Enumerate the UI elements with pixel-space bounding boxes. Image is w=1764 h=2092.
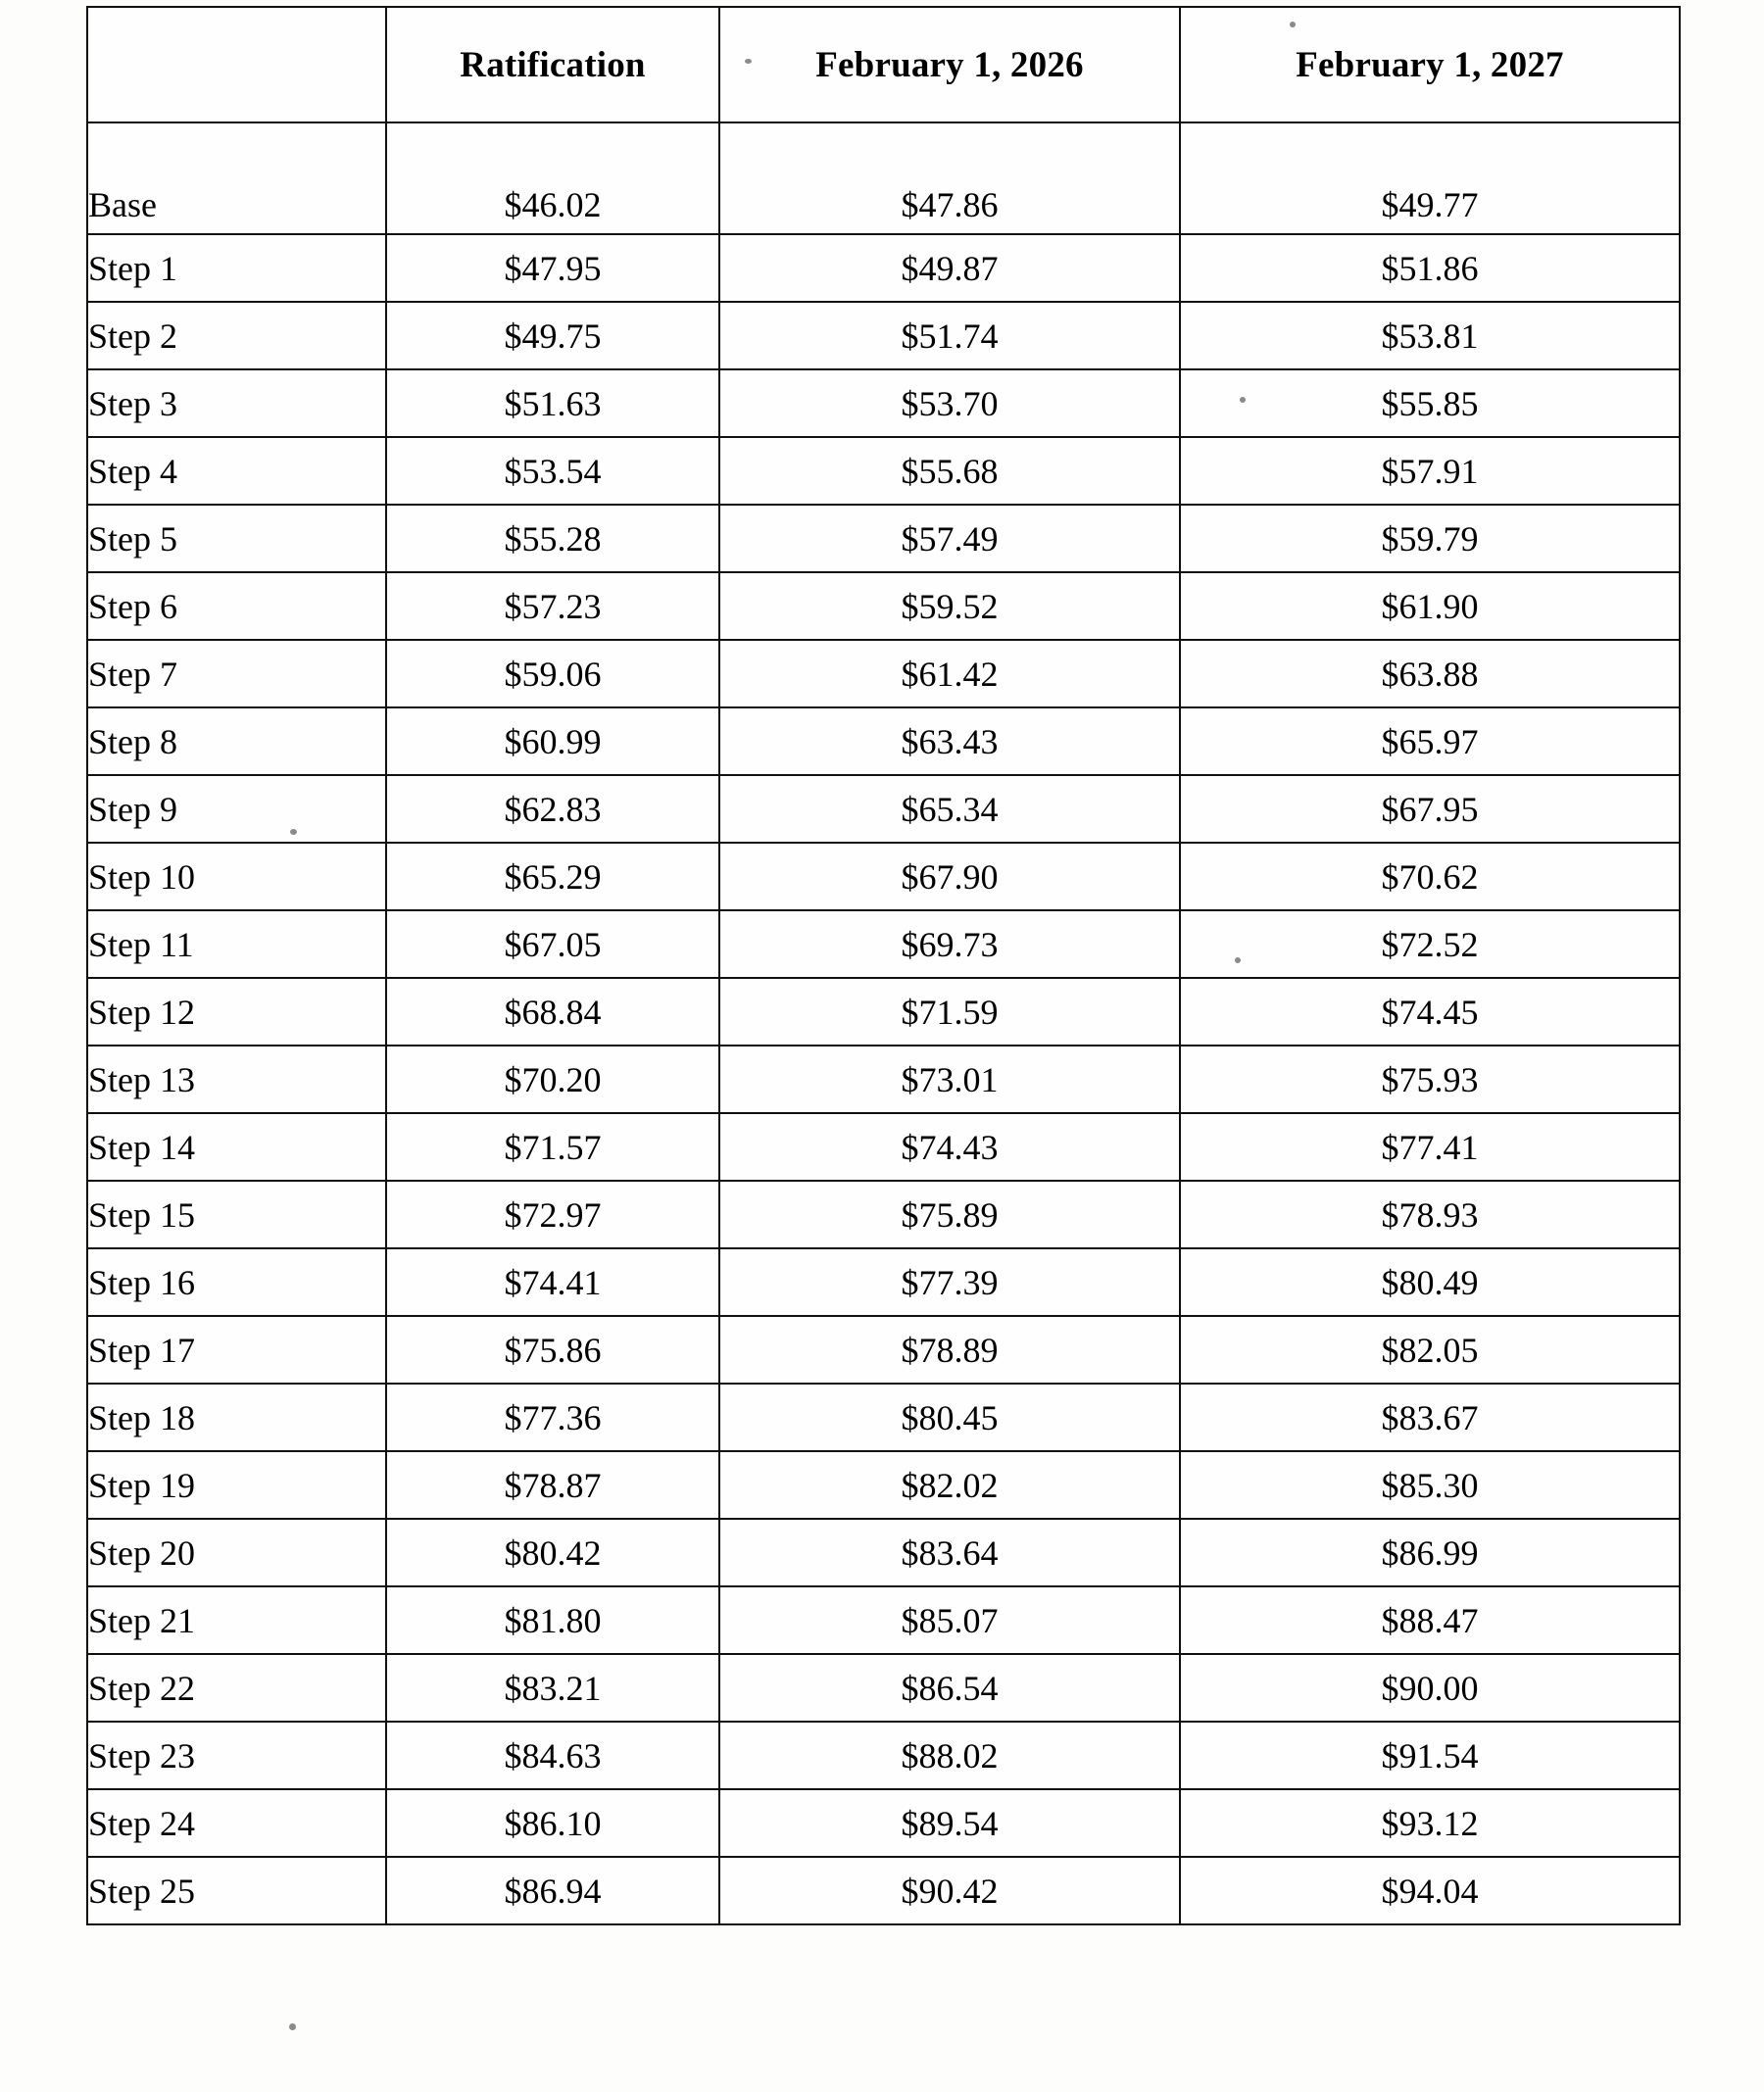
scan-speck xyxy=(289,2023,296,2030)
row-label: Step 23 xyxy=(87,1722,386,1789)
table-row xyxy=(87,302,1680,369)
row-label: Step 24 xyxy=(87,1789,386,1857)
column-header-blank xyxy=(87,7,386,122)
row-label: Step 14 xyxy=(87,1113,386,1181)
cell-feb-2026: $71.59 xyxy=(719,978,1180,1046)
cell-ratification: $68.84 xyxy=(386,978,719,1046)
cell-feb-2027: $72.52 xyxy=(1180,910,1680,978)
cell-feb-2027: $85.30 xyxy=(1180,1451,1680,1519)
row-label: Step 5 xyxy=(87,505,386,572)
table-row xyxy=(87,640,1680,707)
cell-feb-2026: $74.43 xyxy=(719,1113,1180,1181)
cell-feb-2027: $65.97 xyxy=(1180,707,1680,775)
cell-feb-2027: $55.85 xyxy=(1180,369,1680,437)
column-header-ratification: Ratification xyxy=(386,7,719,122)
table-row xyxy=(87,707,1680,775)
cell-feb-2026: $61.42 xyxy=(719,640,1180,707)
row-label: Step 12 xyxy=(87,978,386,1046)
cell-feb-2027: $57.91 xyxy=(1180,437,1680,505)
cell-ratification: $78.87 xyxy=(386,1451,719,1519)
table-body xyxy=(87,122,1680,1924)
cell-ratification: $83.21 xyxy=(386,1654,719,1722)
cell-feb-2027: $51.86 xyxy=(1180,234,1680,302)
row-label: Step 2 xyxy=(87,302,386,369)
table-row xyxy=(87,1384,1680,1451)
cell-feb-2026: $51.74 xyxy=(719,302,1180,369)
row-label: Step 17 xyxy=(87,1316,386,1384)
table-row xyxy=(87,1316,1680,1384)
cell-ratification: $49.75 xyxy=(386,302,719,369)
row-label: Step 4 xyxy=(87,437,386,505)
cell-feb-2026: $63.43 xyxy=(719,707,1180,775)
table-row xyxy=(87,1113,1680,1181)
cell-feb-2026: $75.89 xyxy=(719,1181,1180,1248)
row-label: Step 7 xyxy=(87,640,386,707)
table-header xyxy=(87,7,1680,122)
table-row xyxy=(87,1586,1680,1654)
row-label: Step 15 xyxy=(87,1181,386,1248)
row-label: Step 11 xyxy=(87,910,386,978)
cell-ratification: $77.36 xyxy=(386,1384,719,1451)
cell-ratification: $60.99 xyxy=(386,707,719,775)
row-label: Step 19 xyxy=(87,1451,386,1519)
wage-rate-table xyxy=(86,6,1681,1925)
cell-feb-2026: $89.54 xyxy=(719,1789,1180,1857)
cell-ratification: $70.20 xyxy=(386,1046,719,1113)
row-label: Step 22 xyxy=(87,1654,386,1722)
cell-feb-2027: $67.95 xyxy=(1180,775,1680,843)
cell-feb-2026: $65.34 xyxy=(719,775,1180,843)
row-label: Step 9 xyxy=(87,775,386,843)
row-label: Step 25 xyxy=(87,1857,386,1924)
table-row xyxy=(87,1519,1680,1586)
table-row xyxy=(87,234,1680,302)
row-label: Base xyxy=(87,122,386,234)
cell-feb-2027: $83.67 xyxy=(1180,1384,1680,1451)
table-row xyxy=(87,572,1680,640)
cell-feb-2027: $80.49 xyxy=(1180,1248,1680,1316)
cell-feb-2026: $73.01 xyxy=(719,1046,1180,1113)
table-row xyxy=(87,843,1680,910)
row-label: Step 8 xyxy=(87,707,386,775)
cell-feb-2027: $91.54 xyxy=(1180,1722,1680,1789)
cell-ratification: $84.63 xyxy=(386,1722,719,1789)
table-row xyxy=(87,1248,1680,1316)
cell-feb-2027: $94.04 xyxy=(1180,1857,1680,1924)
cell-feb-2026: $77.39 xyxy=(719,1248,1180,1316)
cell-feb-2026: $78.89 xyxy=(719,1316,1180,1384)
table-row xyxy=(87,1857,1680,1924)
cell-feb-2026: $57.49 xyxy=(719,505,1180,572)
row-label: Step 18 xyxy=(87,1384,386,1451)
cell-ratification: $57.23 xyxy=(386,572,719,640)
table-row xyxy=(87,369,1680,437)
cell-feb-2026: $53.70 xyxy=(719,369,1180,437)
scan-speck xyxy=(745,59,752,64)
table-row xyxy=(87,122,1680,234)
cell-feb-2026: $69.73 xyxy=(719,910,1180,978)
cell-ratification: $55.28 xyxy=(386,505,719,572)
cell-feb-2027: $70.62 xyxy=(1180,843,1680,910)
cell-feb-2026: $90.42 xyxy=(719,1857,1180,1924)
cell-feb-2027: $74.45 xyxy=(1180,978,1680,1046)
cell-feb-2026: $88.02 xyxy=(719,1722,1180,1789)
cell-feb-2027: $93.12 xyxy=(1180,1789,1680,1857)
wage-table-container xyxy=(86,6,1679,1925)
cell-feb-2026: $83.64 xyxy=(719,1519,1180,1586)
cell-feb-2027: $63.88 xyxy=(1180,640,1680,707)
cell-ratification: $46.02 xyxy=(386,122,719,234)
cell-feb-2027: $75.93 xyxy=(1180,1046,1680,1113)
cell-feb-2027: $77.41 xyxy=(1180,1113,1680,1181)
row-label: Step 3 xyxy=(87,369,386,437)
cell-ratification: $72.97 xyxy=(386,1181,719,1248)
row-label: Step 21 xyxy=(87,1586,386,1654)
table-row xyxy=(87,978,1680,1046)
cell-ratification: $51.63 xyxy=(386,369,719,437)
table-row xyxy=(87,775,1680,843)
cell-feb-2026: $49.87 xyxy=(719,234,1180,302)
cell-ratification: $86.94 xyxy=(386,1857,719,1924)
row-label: Step 6 xyxy=(87,572,386,640)
table-row xyxy=(87,505,1680,572)
scan-speck xyxy=(1290,22,1296,27)
cell-feb-2026: $47.86 xyxy=(719,122,1180,234)
table-row xyxy=(87,1722,1680,1789)
row-label: Step 13 xyxy=(87,1046,386,1113)
header-row xyxy=(87,7,1680,122)
row-label: Step 10 xyxy=(87,843,386,910)
cell-ratification: $74.41 xyxy=(386,1248,719,1316)
cell-feb-2027: $53.81 xyxy=(1180,302,1680,369)
cell-ratification: $65.29 xyxy=(386,843,719,910)
table-row xyxy=(87,1046,1680,1113)
row-label: Step 1 xyxy=(87,234,386,302)
cell-feb-2027: $86.99 xyxy=(1180,1519,1680,1586)
cell-feb-2027: $78.93 xyxy=(1180,1181,1680,1248)
table-row xyxy=(87,910,1680,978)
cell-ratification: $75.86 xyxy=(386,1316,719,1384)
cell-ratification: $59.06 xyxy=(386,640,719,707)
cell-ratification: $62.83 xyxy=(386,775,719,843)
cell-ratification: $81.80 xyxy=(386,1586,719,1654)
cell-ratification: $67.05 xyxy=(386,910,719,978)
cell-feb-2026: $86.54 xyxy=(719,1654,1180,1722)
cell-feb-2026: $80.45 xyxy=(719,1384,1180,1451)
cell-feb-2026: $85.07 xyxy=(719,1586,1180,1654)
table-row xyxy=(87,1654,1680,1722)
table-row xyxy=(87,1451,1680,1519)
table-row xyxy=(87,1181,1680,1248)
cell-feb-2027: $88.47 xyxy=(1180,1586,1680,1654)
scan-speck xyxy=(1240,397,1246,403)
cell-feb-2026: $55.68 xyxy=(719,437,1180,505)
cell-ratification: $71.57 xyxy=(386,1113,719,1181)
scan-speck xyxy=(290,829,297,835)
cell-feb-2026: $82.02 xyxy=(719,1451,1180,1519)
cell-feb-2027: $59.79 xyxy=(1180,505,1680,572)
cell-feb-2027: $82.05 xyxy=(1180,1316,1680,1384)
cell-ratification: $80.42 xyxy=(386,1519,719,1586)
cell-ratification: $86.10 xyxy=(386,1789,719,1857)
row-label: Step 20 xyxy=(87,1519,386,1586)
cell-ratification: $47.95 xyxy=(386,234,719,302)
cell-feb-2026: $59.52 xyxy=(719,572,1180,640)
cell-feb-2027: $61.90 xyxy=(1180,572,1680,640)
cell-feb-2027: $49.77 xyxy=(1180,122,1680,234)
row-label: Step 16 xyxy=(87,1248,386,1316)
cell-ratification: $53.54 xyxy=(386,437,719,505)
table-row xyxy=(87,1789,1680,1857)
column-header-feb-2027: February 1, 2027 xyxy=(1180,7,1680,122)
scan-speck xyxy=(1235,957,1241,963)
cell-feb-2026: $67.90 xyxy=(719,843,1180,910)
table-row xyxy=(87,437,1680,505)
cell-feb-2027: $90.00 xyxy=(1180,1654,1680,1722)
column-header-feb-2026: February 1, 2026 xyxy=(719,7,1180,122)
